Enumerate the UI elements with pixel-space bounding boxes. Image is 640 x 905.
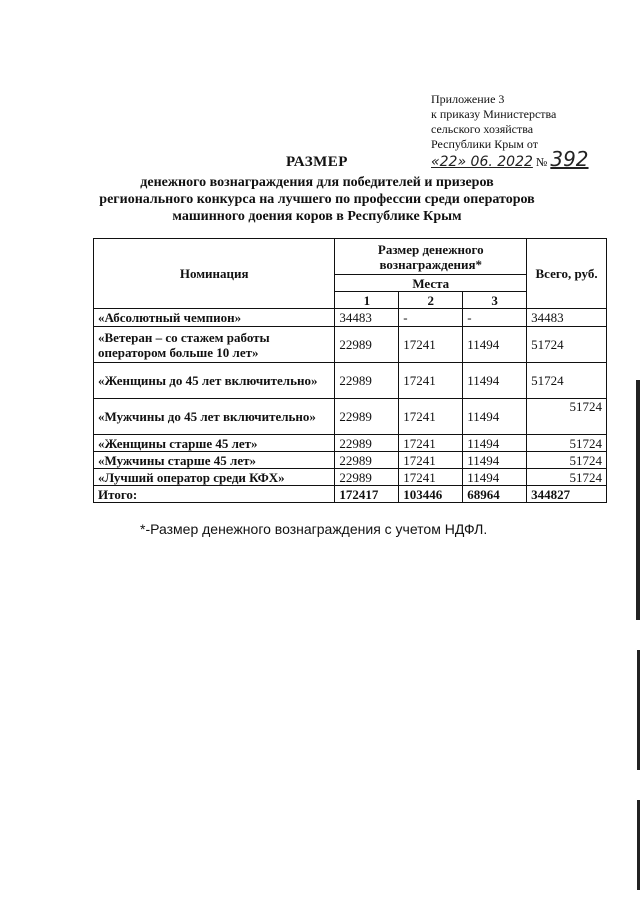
total-sum: 344827 (527, 486, 607, 503)
row-place-1: 22989 (335, 469, 399, 486)
appendix-line: сельского хозяйства (431, 122, 534, 136)
appendix-number-label: № (535, 155, 548, 169)
row-place-2: 17241 (399, 327, 463, 363)
row-name: «Женщины до 45 лет включительно» (94, 363, 335, 399)
row-name: «Женщины старше 45 лет» (94, 435, 335, 452)
table-row (94, 327, 607, 363)
row-place-3: 11494 (463, 469, 527, 486)
row-place-1: 22989 (335, 327, 399, 363)
row-place-1: 22989 (335, 435, 399, 452)
total-place-2: 103446 (399, 486, 463, 503)
row-place-2: 17241 (399, 435, 463, 452)
row-total: 51724 (527, 435, 607, 452)
scan-edge-mark (636, 380, 640, 620)
appendix-line-text: Республики Крым от (431, 137, 538, 151)
row-place-2: 17241 (399, 469, 463, 486)
row-place-2: - (399, 309, 463, 327)
row-place-1: 22989 (335, 399, 399, 435)
row-total: 51724 (527, 469, 607, 486)
row-place-2: 17241 (399, 363, 463, 399)
row-place-1: 22989 (335, 363, 399, 399)
table-row (94, 363, 607, 399)
header-place-1: 1 (335, 292, 399, 309)
document-title (96, 152, 538, 225)
title-sub-line: денежного вознаграждения для победителей и призеров (140, 175, 494, 190)
table-row (94, 452, 607, 469)
award-table (93, 238, 607, 503)
header-nomination: Номинация (94, 239, 335, 309)
total-place-3: 68964 (463, 486, 527, 503)
total-row (94, 486, 607, 503)
total-label: Итого: (94, 486, 335, 503)
row-place-3: 11494 (463, 327, 527, 363)
row-place-1: 34483 (335, 309, 399, 327)
row-place-3: 11494 (463, 435, 527, 452)
row-place-3: 11494 (463, 399, 527, 435)
header-size: Размер денежного вознаграждения* (335, 239, 527, 275)
header-place-3: 3 (463, 292, 527, 309)
header-place-2: 2 (399, 292, 463, 309)
table-row (94, 469, 607, 486)
appendix-line: к приказу Министерства (431, 107, 557, 121)
table-row (94, 309, 607, 327)
row-place-3: 11494 (463, 452, 527, 469)
title-sub-line: регионального конкурса на лучшего по профессии среди операторов (99, 192, 535, 207)
header-places: Места (335, 275, 527, 292)
table-row (94, 435, 607, 452)
row-place-2: 17241 (399, 399, 463, 435)
row-name: «Абсолютный чемпион» (94, 309, 335, 327)
row-name: «Лучший оператор среди КФХ» (94, 469, 335, 486)
row-total: 51724 (527, 327, 607, 363)
header-total: Всего, руб. (527, 239, 607, 309)
row-total: 51724 (527, 399, 607, 435)
row-name: «Мужчины старше 45 лет» (94, 452, 335, 469)
row-place-1: 22989 (335, 452, 399, 469)
appendix-number: 392 (550, 147, 589, 171)
row-place-2: 17241 (399, 452, 463, 469)
appendix-date: «22» 06. 2022 (431, 154, 533, 170)
footnote: *-Размер денежного вознаграждения с учетом НДФЛ. (140, 521, 488, 537)
row-name: «Мужчины до 45 лет включительно» (94, 399, 335, 435)
row-total: 34483 (527, 309, 607, 327)
title-main: РАЗМЕР (286, 154, 348, 170)
row-place-3: - (463, 309, 527, 327)
table-row (94, 399, 607, 435)
row-place-3: 11494 (463, 363, 527, 399)
title-sub-line: машинного доения коров в Республике Крым (172, 209, 462, 224)
total-place-1: 172417 (335, 486, 399, 503)
appendix-line: Приложение 3 (431, 92, 505, 106)
row-total: 51724 (527, 452, 607, 469)
row-total: 51724 (527, 363, 607, 399)
row-name: «Ветеран – со стажем работы оператором больше 10 лет» (94, 327, 335, 363)
